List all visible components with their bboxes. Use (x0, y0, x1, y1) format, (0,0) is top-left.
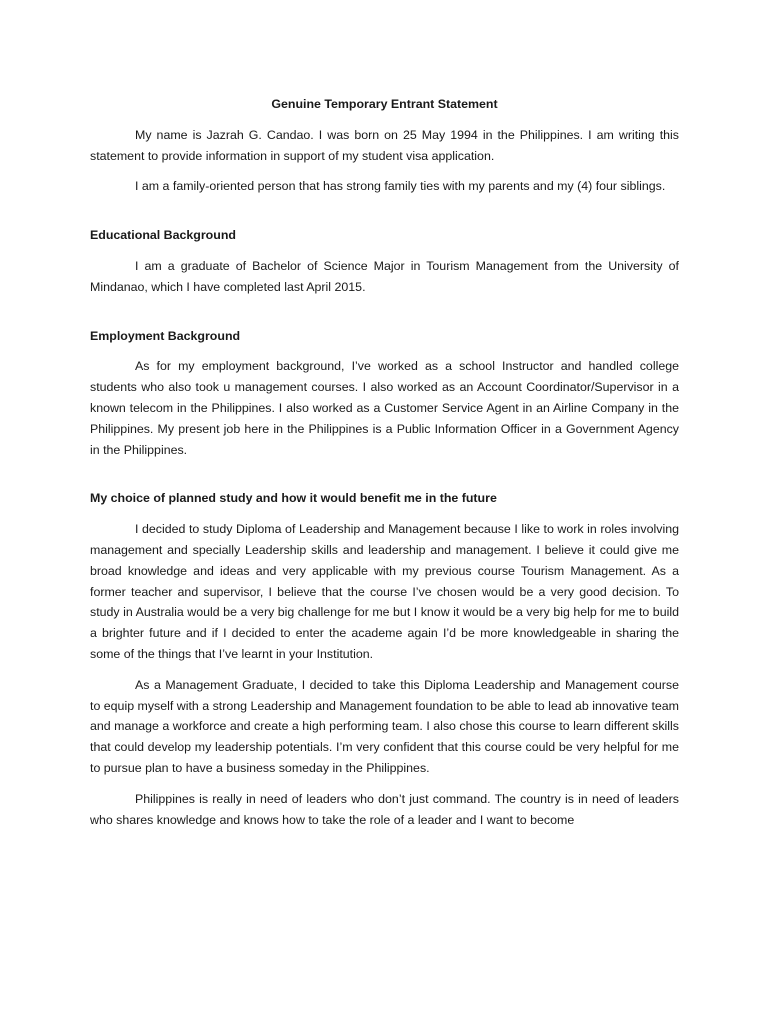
planned-study-paragraph-1: I decided to study Diploma of Leadership and Management because I like to work in roles involving management and specially Leadership skills and leadership and management. I believe it could give me broad knowledge and ideas and very applicable with my previous course Tourism Management. As a former teacher and supervisor, I believe that the course I’ve chosen would be a very good decision. To study in Australia would be a very big challenge for me but I know it would be a very big help for me to build a brighter future and if I decided to enter the academe again I’d be more knowledgeable in sharing the some of the things that I’ve learnt in your Institution. (90, 522, 679, 661)
document-body (90, 94, 679, 830)
intro-paragraph-1: My name is Jazrah G. Candao. I was born on 25 May 1994 in the Philippines. I am writing this statement to provide information in support of my student visa application. (90, 127, 679, 163)
planned-study-paragraph-3: Philippines is really in need of leaders who don’t just command. The country is in need of leaders who shares knowledge and knows how to take the role of a leader and I want to become (90, 791, 679, 827)
employment-paragraph: As for my employment background, I’ve worked as a school Instructor and handled college students who also took u management courses. I also worked as an Account Coordinator/Supervisor in a known telecom in the Philippines. I also worked as a Customer Service Agent in an Airline Company in the Philippines. My present job here in the Philippines is a Public Information Officer in a Government Agency in the Philippines. (90, 359, 679, 457)
planned-study-paragraph-2: As a Management Graduate, I decided to take this Diploma Leadership and Management course to equip myself with a strong Leadership and Management foundation to be able to lead ab innovative team and manage a workforce and create a high performing team. I also chose this course to learn different skills that could develop my leadership potentials. I’m very confident that this course could be very helpful for me to pursue plan to have a business someday in the Philippines. (90, 677, 679, 775)
education-paragraph: I am a graduate of Bachelor of Science Major in Tourism Management from the University of Mindanao, which I have completed last April 2015. (90, 258, 679, 294)
section-heading-education: Educational Background (90, 228, 236, 243)
section-heading-planned-study: My choice of planned study and how it would benefit me in the future (90, 491, 497, 506)
document-title: Genuine Temporary Entrant Statement (271, 97, 498, 111)
intro-paragraph-2: I am a family-oriented person that has strong family ties with my parents and my (4) four siblings. (135, 179, 666, 194)
section-heading-employment: Employment Background (90, 328, 241, 343)
